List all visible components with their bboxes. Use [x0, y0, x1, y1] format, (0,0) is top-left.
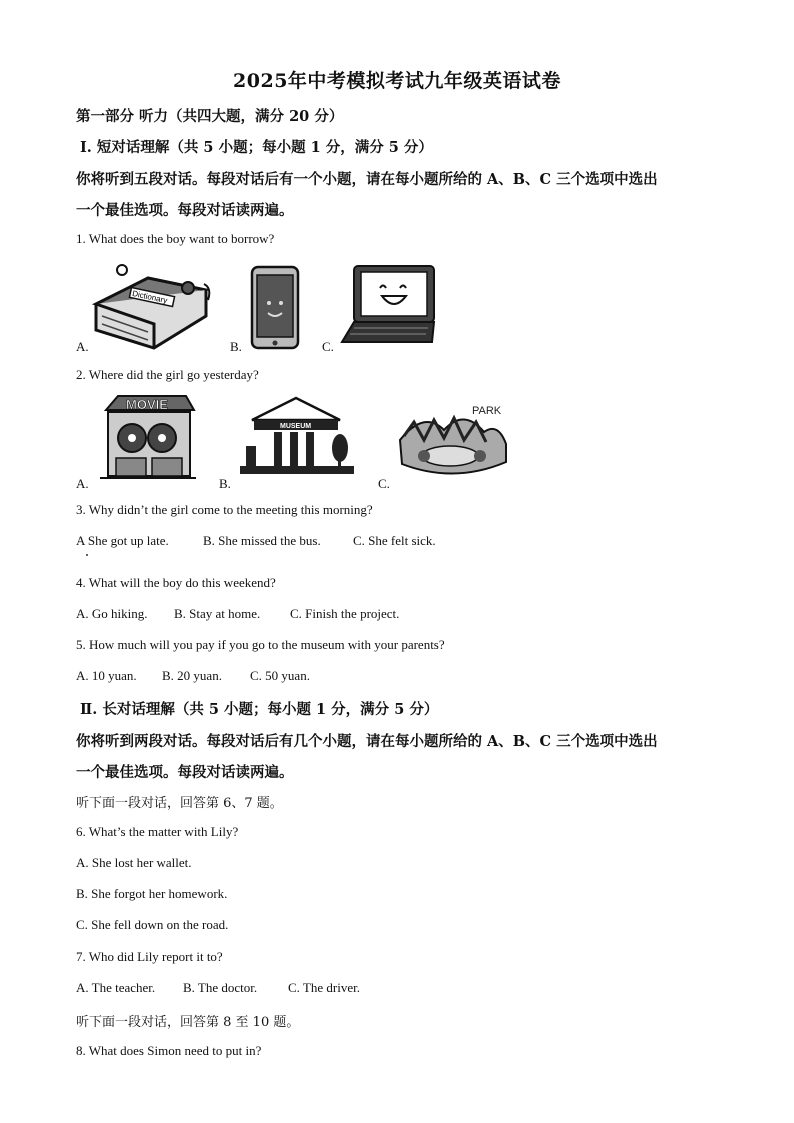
q2-option-c-label: C.: [378, 476, 390, 491]
page-title: 2025年中考模拟考试九年级英语试卷: [233, 70, 561, 92]
movie-sign-text: MOVIE: [126, 397, 168, 412]
dictionary-book-image: [88, 260, 213, 352]
q7-option-c: C. The driver.: [288, 980, 360, 995]
q5-option-b: B. 20 yuan.: [162, 668, 222, 683]
section-two-heading: Ⅱ. 长对话理解（共 5 小题；每小题 1 分，满分 5 分）: [80, 701, 439, 718]
laptop-image: [340, 264, 440, 346]
section-two-instruction-line2: 一个最佳选项。每段对话读两遍。: [76, 764, 294, 781]
q4-option-b: B. Stay at home.: [174, 606, 261, 621]
section-two-instruction-line1: 你将听到两段对话。每段对话后有几个小题，请在每小题所给的 A、B、C 三个选项中选出: [76, 733, 658, 750]
q1-option-a-label: A.: [76, 339, 89, 354]
q7-option-a: A. The teacher.: [76, 980, 156, 995]
movie-theater-image: [98, 388, 198, 488]
q4-option-c: C. Finish the project.: [290, 606, 400, 621]
stray-dot: [86, 554, 88, 556]
question-5-stem: 5. How much will you pay if you go to the museum with your parents?: [76, 637, 445, 652]
q3-option-a: A She got up late.: [76, 533, 169, 548]
museum-sign-text: MUSEUM: [280, 423, 312, 430]
museum-image: [238, 396, 356, 476]
q3-option-b: B. She missed the bus.: [203, 533, 321, 548]
dictionary-cover-text: Dictionary: [131, 288, 169, 306]
q6-option-c: C. She fell down on the road.: [76, 917, 229, 932]
question-7-stem: 7. Who did Lily report it to?: [76, 949, 223, 964]
q5-option-c: C. 50 yuan.: [250, 668, 310, 683]
section-one-heading: Ⅰ. 短对话理解（共 5 小题；每小题 1 分，满分 5 分）: [80, 139, 433, 156]
question-2-stem: 2. Where did the girl go yesterday?: [76, 367, 259, 382]
question-6-stem: 6. What’s the matter with Lily?: [76, 824, 239, 839]
question-1-stem: 1. What does the boy want to borrow?: [76, 231, 275, 246]
q6-option-b: B. She forgot her homework.: [76, 886, 228, 901]
question-8-stem: 8. What does Simon need to put in?: [76, 1043, 262, 1058]
q2-option-a-label: A.: [76, 476, 89, 491]
q1-option-c-label: C.: [322, 339, 334, 354]
q3-option-c: C. She felt sick.: [353, 533, 436, 548]
listen-instruction-6-7: 听下面一段对话，回答第 6、7 题。: [76, 796, 283, 811]
q1-option-b-label: B.: [230, 339, 242, 354]
q6-option-a: A. She lost her wallet.: [76, 855, 192, 870]
part-one-heading: 第一部分 听力（共四大题，满分 20 分）: [76, 108, 344, 125]
section-one-instruction-line1: 你将听到五段对话。每段对话后有一个小题，请在每小题所给的 A、B、C 三个选项中选出: [76, 171, 658, 188]
amusement-park-image: [394, 400, 514, 482]
section-one-instruction-line2: 一个最佳选项。每段对话读两遍。: [76, 202, 294, 219]
park-sign-text: PARK: [472, 405, 502, 417]
mobile-phone-image: [250, 265, 300, 350]
q4-option-a: A. Go hiking.: [76, 606, 148, 621]
question-3-stem: 3. Why didn’t the girl come to the meeting this morning?: [76, 502, 373, 517]
q2-option-b-label: B.: [219, 476, 231, 491]
q5-option-a: A. 10 yuan.: [76, 668, 137, 683]
question-4-stem: 4. What will the boy do this weekend?: [76, 575, 276, 590]
listen-instruction-8-10: 听下面一段对话，回答第 8 至 10 题。: [76, 1015, 300, 1030]
q7-option-b: B. The doctor.: [183, 980, 258, 995]
